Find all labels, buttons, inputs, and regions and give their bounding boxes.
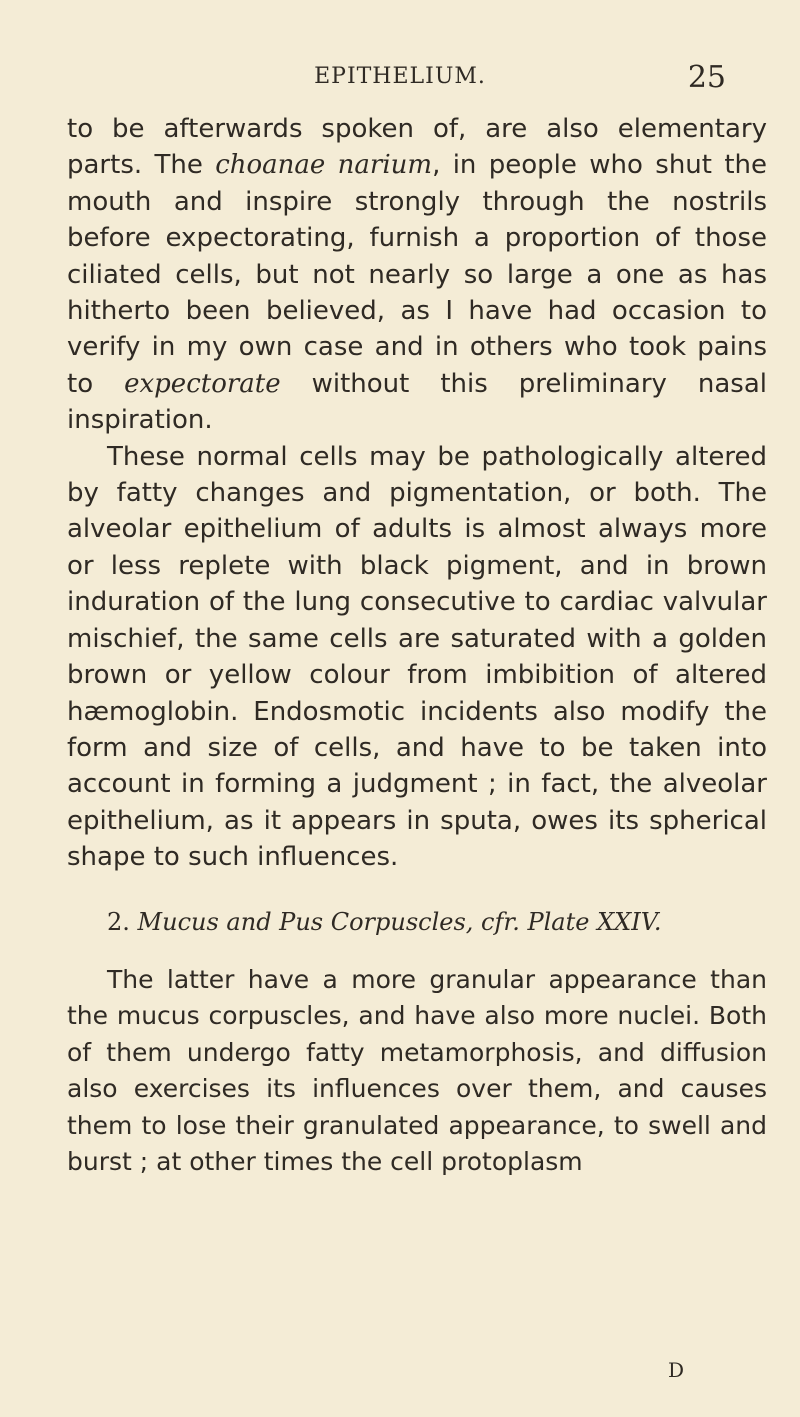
paragraph-1: [67, 111, 767, 439]
signature-mark: D: [668, 1358, 685, 1382]
italic-term-expectorate: expectorate: [124, 368, 281, 399]
page-number: 25: [687, 60, 726, 95]
section-number: 2.: [107, 907, 130, 936]
running-head-title: EPITHELIUM.: [314, 64, 486, 89]
paragraph-1-text-b: , in people who shut the mouth and inspire strongly through the nostrils before expectorating, furnish a proportion of those ciliated cells, but not nearly so large a one as has hitherto been believed, as I have had occasion to verify in my own case and in others who took pains to: [67, 150, 768, 399]
paragraph-2: These normal cells may be pathologically altered by fatty changes and pigmentation, or both. The alveolar epithelium of adults is almost always more or less replete with black pigment, and in brown induration of the lung consecutive to cardiac valvular mischief, the same cells are saturated with a golden brown or yellow colour from imbibition of altered hæmoglobin. Endosmotic incidents also modify the form and size of cells, and have to be taken into account in forming a judgment ; in fact, the alveolar epithelium, as it appears in sputa, owes its spherical shape to such influences.: [67, 441, 767, 873]
paragraph-1-text-c: without this preliminary nasal inspiration.: [67, 368, 767, 436]
paragraph-3: The latter have a more granular appearance than the mucus corpuscles, and have also more nuclei. Both of them undergo fatty metamorphosis, and diffusion also exercises its influences over them, and causes them to lose their granulated appearance, to swell and burst ; at other times the cell protoplasm: [67, 964, 767, 1176]
running-head: [0, 60, 800, 100]
section-heading: [67, 904, 767, 940]
italic-term-choanae-narium: choanae narium: [215, 150, 433, 181]
body-text: [67, 111, 767, 1180]
section-title: Mucus and Pus Corpuscles, cfr. Plate XXIV.: [137, 907, 662, 936]
paragraph-1-text-a: to be afterwards spoken of, are also elementary parts. The: [67, 114, 767, 181]
